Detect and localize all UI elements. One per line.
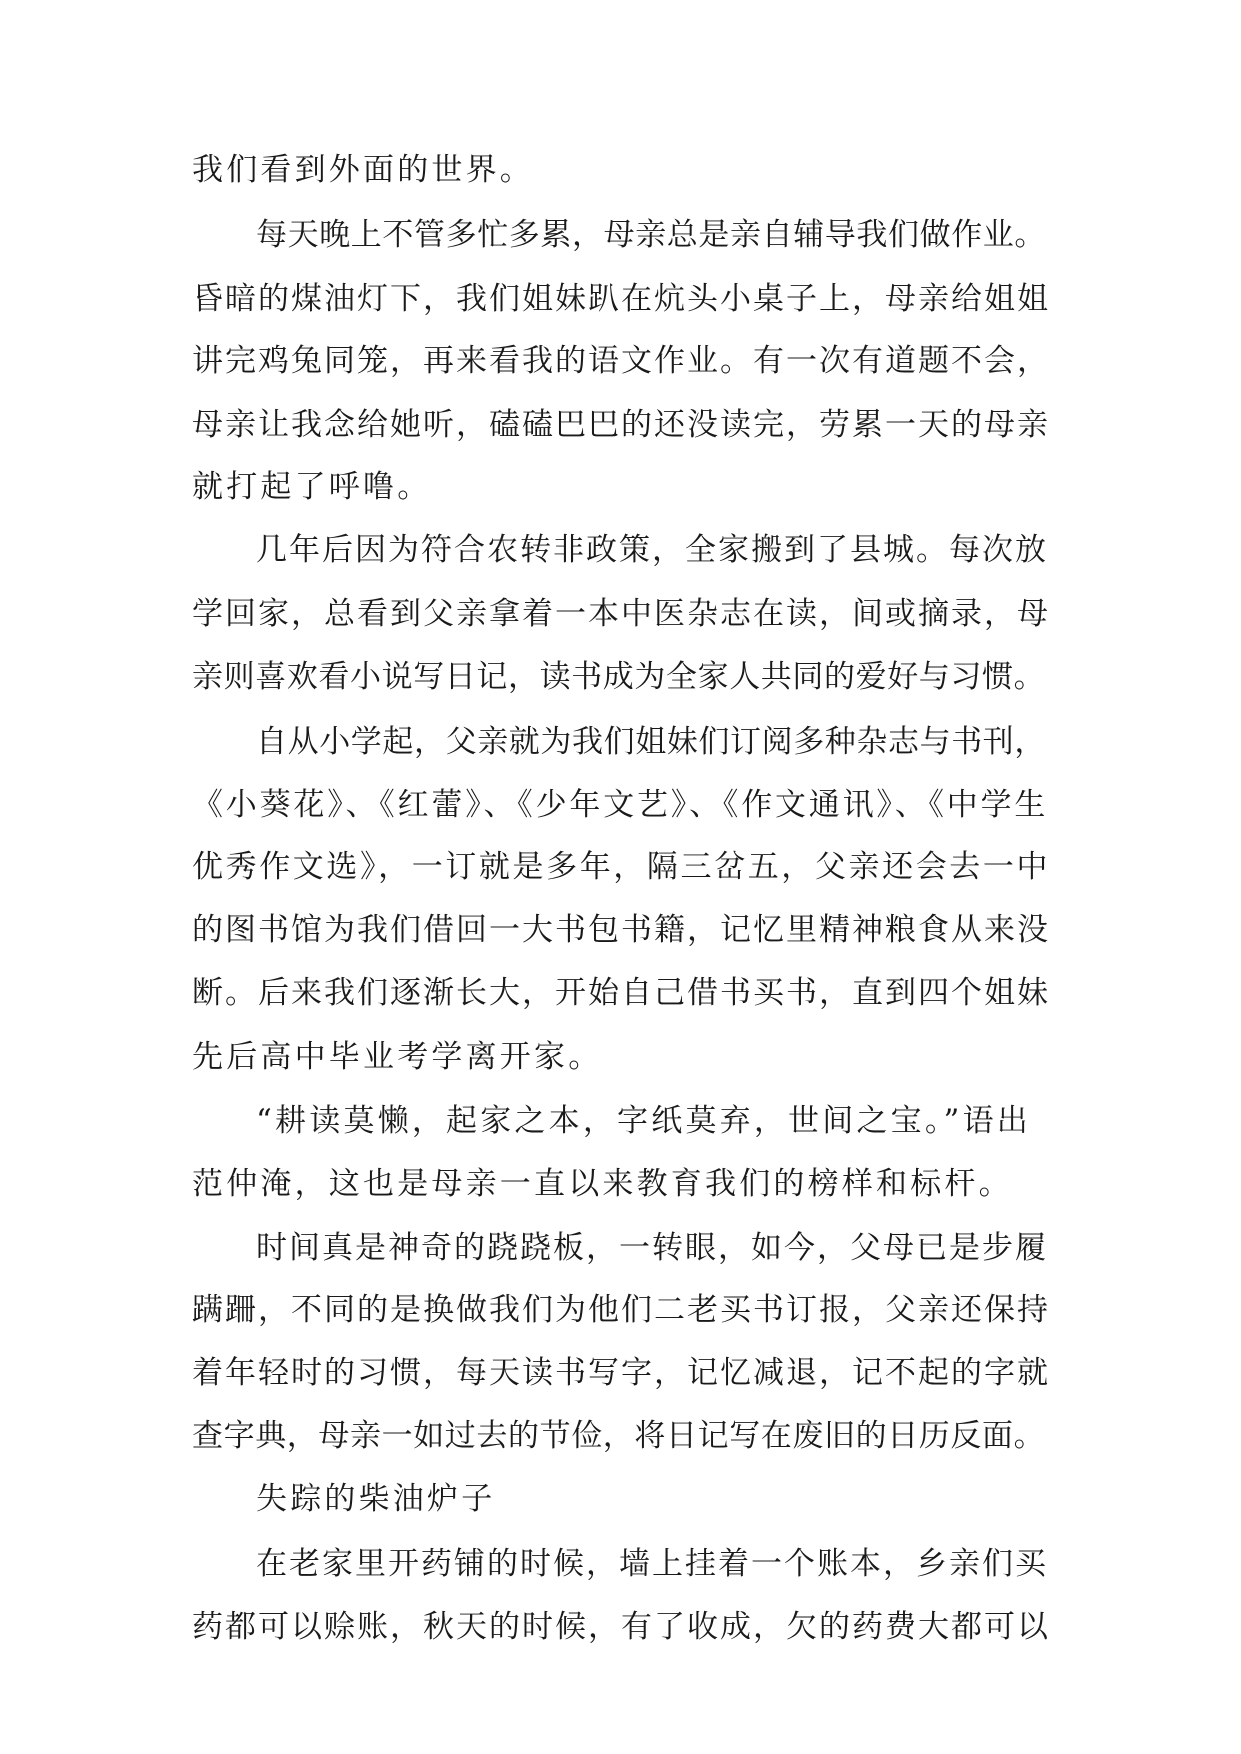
text-line: 学回家，总看到父亲拿着一本中医杂志在读，间或摘录，母: [192, 596, 1050, 632]
text-line: 时间真是神奇的跷跷板，一转眼，如今，父母已是步履: [256, 1230, 1048, 1266]
text-line: 着年轻时的习惯，每天读书写字，记忆减退，记不起的字就: [192, 1355, 1050, 1391]
text-line: 母亲让我念给她听，磕磕巴巴的还没读完，劳累一天的母亲: [192, 407, 1050, 443]
text-line: 的图书馆为我们借回一大书包书籍，记忆里精神粮食从来没: [192, 912, 1050, 948]
text-line: 在老家里开药铺的时候，墙上挂着一个账本，乡亲们买: [256, 1546, 1048, 1582]
text-line: 讲完鸡兔同笼，再来看我的语文作业。有一次有道题不会，: [192, 343, 1050, 379]
text-line: 蹒跚，不同的是换做我们为他们二老买书订报，父亲还保持: [192, 1292, 1050, 1328]
text-line: 范仲淹，这也是母亲一直以来教育我们的榜样和标杆。: [192, 1166, 1013, 1202]
text-line: 先后高中毕业考学离开家。: [192, 1039, 603, 1075]
text-line: 就打起了呼噜。: [192, 469, 432, 505]
text-line: 《小葵花》、《红蕾》、《少年文艺》、《作文通讯》、《中学生: [192, 787, 1049, 823]
section-heading: 失踪的柴油炉子: [256, 1481, 496, 1517]
text-line: 优秀作文选》，一订就是多年，隔三岔五，父亲还会去一中: [192, 849, 1051, 885]
text-line: 几年后因为符合农转非政策，全家搬到了县城。每次放: [256, 532, 1048, 568]
text-line: 每天晚上不管多忙多累，母亲总是亲自辅导我们做作业。: [256, 217, 1046, 253]
text-line: 断。后来我们逐渐长大，开始自己借书买书，直到四个姐妹: [192, 975, 1050, 1011]
text-line: 查字典，母亲一如过去的节俭，将日记写在废旧的日历反面。: [192, 1418, 1046, 1454]
text-line: 自从小学起，父亲就为我们姐妹们订阅多种杂志与书刊，: [256, 724, 1046, 760]
text-line: 亲则喜欢看小说写日记，读书成为全家人共同的爱好与习惯。: [192, 659, 1046, 695]
text-line: 药都可以赊账，秋天的时候，有了收成，欠的药费大都可以: [192, 1609, 1050, 1645]
text-line: 我们看到外面的世界。: [192, 152, 534, 188]
text-line: 昏暗的煤油灯下，我们姐妹趴在炕头小桌子上，母亲给姐姐: [192, 281, 1050, 317]
text-line: “耕读莫懒，起家之本，字纸莫弃，世间之宝。”语出: [256, 1103, 1031, 1139]
